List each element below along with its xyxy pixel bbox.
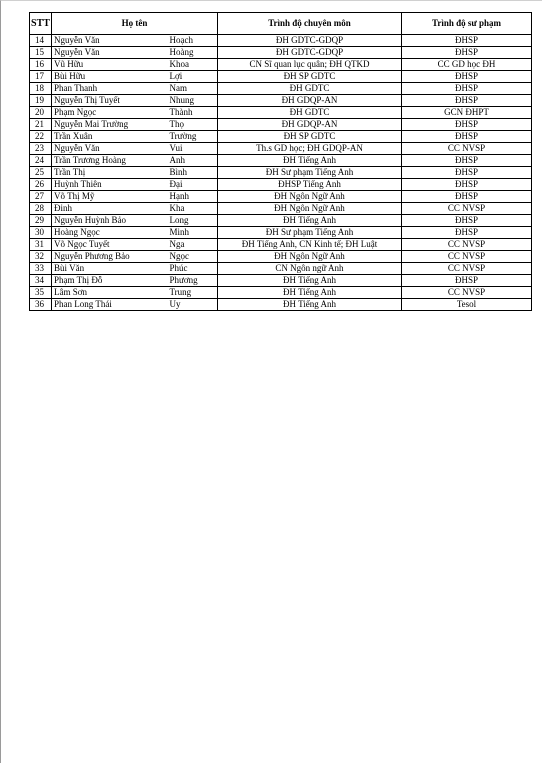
table-row [30, 83, 532, 95]
row-stt: 35 [30, 287, 52, 299]
row-first-name: Phúc [168, 263, 218, 275]
row-expertise: ĐH SP GDTC [218, 131, 402, 143]
row-pedagogy: ĐHSP [402, 155, 532, 167]
header-stt: STT [30, 13, 52, 35]
table-row [30, 275, 532, 287]
row-pedagogy: CC NVSP [402, 143, 532, 155]
row-pedagogy: ĐHSP [402, 131, 532, 143]
table-row [30, 35, 532, 47]
row-first-name: Long [168, 215, 218, 227]
row-first-name: Nga [168, 239, 218, 251]
table-row [30, 179, 532, 191]
row-pedagogy: CC NVSP [402, 239, 532, 251]
table-row [30, 227, 532, 239]
row-first-name: Hạnh [168, 191, 218, 203]
row-stt: 15 [30, 47, 52, 59]
table-header-row [30, 13, 532, 35]
row-first-name: Hoàng [168, 47, 218, 59]
row-last-name: Nguyễn Thị Tuyết [52, 95, 168, 107]
row-stt: 23 [30, 143, 52, 155]
row-expertise: ĐH Tiếng Anh, CN Kinh tế; ĐH Luật [218, 239, 402, 251]
row-pedagogy: ĐHSP [402, 47, 532, 59]
row-pedagogy: ĐHSP [402, 71, 532, 83]
row-last-name: Trần Trương Hoàng [52, 155, 168, 167]
table-row [30, 251, 532, 263]
table-row [30, 71, 532, 83]
row-pedagogy: CC NVSP [402, 251, 532, 263]
table-row [30, 119, 532, 131]
row-first-name: Vui [168, 143, 218, 155]
row-stt: 31 [30, 239, 52, 251]
row-last-name: Trần Thị [52, 167, 168, 179]
row-stt: 20 [30, 107, 52, 119]
row-stt: 30 [30, 227, 52, 239]
row-first-name: Bình [168, 167, 218, 179]
row-expertise: CN Sĩ quan lục quân; ĐH QTKD [218, 59, 402, 71]
row-expertise: ĐH Ngôn Ngữ Anh [218, 203, 402, 215]
row-last-name: Nguyễn Văn [52, 143, 168, 155]
row-expertise: ĐH SP GDTC [218, 71, 402, 83]
row-last-name: Võ Ngọc Tuyết [52, 239, 168, 251]
row-expertise: ĐH Ngôn Ngữ Anh [218, 251, 402, 263]
row-stt: 14 [30, 35, 52, 47]
row-first-name: Thành [168, 107, 218, 119]
row-first-name: Phương [168, 275, 218, 287]
row-first-name: Kha [168, 203, 218, 215]
row-pedagogy: ĐHSP [402, 227, 532, 239]
row-expertise: ĐH GDTC [218, 83, 402, 95]
table-row [30, 239, 532, 251]
row-first-name: Anh [168, 155, 218, 167]
row-first-name: Minh [168, 227, 218, 239]
row-stt: 18 [30, 83, 52, 95]
row-stt: 27 [30, 191, 52, 203]
row-expertise: ĐH Tiếng Anh [218, 275, 402, 287]
row-stt: 19 [30, 95, 52, 107]
header-pedagogy: Trình độ sư phạm [402, 13, 532, 35]
row-last-name: Huỳnh Thiên [52, 179, 168, 191]
table-row [30, 47, 532, 59]
row-last-name: Lâm Sơn [52, 287, 168, 299]
row-expertise: ĐH GDTC-GDQP [218, 35, 402, 47]
row-last-name: Bùi Hữu [52, 71, 168, 83]
row-first-name: Trường [168, 131, 218, 143]
row-last-name: Nguyễn Huỳnh Bảo [52, 215, 168, 227]
row-first-name: Uy [168, 299, 218, 311]
row-expertise: Th.s GD học; ĐH GDQP-AN [218, 143, 402, 155]
table-row [30, 155, 532, 167]
row-pedagogy: ĐHSP [402, 167, 532, 179]
table-row [30, 263, 532, 275]
row-pedagogy: ĐHSP [402, 35, 532, 47]
row-pedagogy: Tesol [402, 299, 532, 311]
row-last-name: Phan Thanh [52, 83, 168, 95]
staff-table [29, 12, 532, 311]
table-row [30, 203, 532, 215]
row-pedagogy: ĐHSP [402, 191, 532, 203]
header-name: Họ tên [52, 13, 218, 35]
row-last-name: Nguyễn Phương Bảo [52, 251, 168, 263]
row-pedagogy: CC NVSP [402, 263, 532, 275]
table-row [30, 95, 532, 107]
table-row [30, 299, 532, 311]
row-first-name: Trung [168, 287, 218, 299]
row-expertise: CN Ngôn ngữ Anh [218, 263, 402, 275]
row-last-name: Đinh [52, 203, 168, 215]
row-pedagogy: ĐHSP [402, 179, 532, 191]
row-stt: 21 [30, 119, 52, 131]
row-expertise: ĐH Tiếng Anh [218, 299, 402, 311]
row-stt: 32 [30, 251, 52, 263]
row-last-name: Nguyễn Văn [52, 35, 168, 47]
row-last-name: Vũ Hữu [52, 59, 168, 71]
row-pedagogy: ĐHSP [402, 83, 532, 95]
row-stt: 16 [30, 59, 52, 71]
row-expertise: ĐH GDQP-AN [218, 95, 402, 107]
row-first-name: Đại [168, 179, 218, 191]
row-last-name: Hoàng Ngọc [52, 227, 168, 239]
row-expertise: ĐH Tiếng Anh [218, 287, 402, 299]
table-row [30, 107, 532, 119]
row-expertise: ĐH Sư phạm Tiếng Anh [218, 167, 402, 179]
row-last-name: Phạm Ngọc [52, 107, 168, 119]
table-row [30, 191, 532, 203]
table-row [30, 215, 532, 227]
table-body [30, 35, 532, 311]
row-pedagogy: ĐHSP [402, 275, 532, 287]
row-expertise: ĐH Sư phạm Tiếng Anh [218, 227, 402, 239]
header-expertise: Trình độ chuyên môn [218, 13, 402, 35]
row-expertise: ĐH GDQP-AN [218, 119, 402, 131]
row-expertise: ĐHSP Tiếng Anh [218, 179, 402, 191]
row-stt: 36 [30, 299, 52, 311]
table-row [30, 167, 532, 179]
row-pedagogy: ĐHSP [402, 215, 532, 227]
row-first-name: Hoạch [168, 35, 218, 47]
row-last-name: Võ Thị Mỹ [52, 191, 168, 203]
row-stt: 34 [30, 275, 52, 287]
row-pedagogy: ĐHSP [402, 95, 532, 107]
row-first-name: Nam [168, 83, 218, 95]
row-expertise: ĐH Tiếng Anh [218, 155, 402, 167]
table-row [30, 143, 532, 155]
row-stt: 33 [30, 263, 52, 275]
row-stt: 26 [30, 179, 52, 191]
row-first-name: Khoa [168, 59, 218, 71]
row-stt: 25 [30, 167, 52, 179]
row-pedagogy: GCN ĐHPT [402, 107, 532, 119]
row-expertise: ĐH Tiếng Anh [218, 215, 402, 227]
row-expertise: ĐH GDTC [218, 107, 402, 119]
row-expertise: ĐH Ngôn Ngữ Anh [218, 191, 402, 203]
table-row [30, 131, 532, 143]
table-row [30, 59, 532, 71]
row-stt: 29 [30, 215, 52, 227]
row-stt: 22 [30, 131, 52, 143]
row-expertise: ĐH GDTC-GDQP [218, 47, 402, 59]
row-last-name: Phạm Thị Đỗ [52, 275, 168, 287]
row-stt: 17 [30, 71, 52, 83]
table-row [30, 287, 532, 299]
row-stt: 28 [30, 203, 52, 215]
row-last-name: Bùi Văn [52, 263, 168, 275]
row-first-name: Thọ [168, 119, 218, 131]
row-first-name: Nhung [168, 95, 218, 107]
row-pedagogy: ĐHSP [402, 119, 532, 131]
row-last-name: Trần Xuân [52, 131, 168, 143]
row-stt: 24 [30, 155, 52, 167]
row-first-name: Ngọc [168, 251, 218, 263]
row-pedagogy: CC GD học ĐH [402, 59, 532, 71]
row-pedagogy: CC NVSP [402, 287, 532, 299]
row-pedagogy: CC NVSP [402, 203, 532, 215]
row-last-name: Nguyễn Mai Trường [52, 119, 168, 131]
row-last-name: Phan Long Thái [52, 299, 168, 311]
row-first-name: Lợi [168, 71, 218, 83]
row-last-name: Nguyễn Văn [52, 47, 168, 59]
